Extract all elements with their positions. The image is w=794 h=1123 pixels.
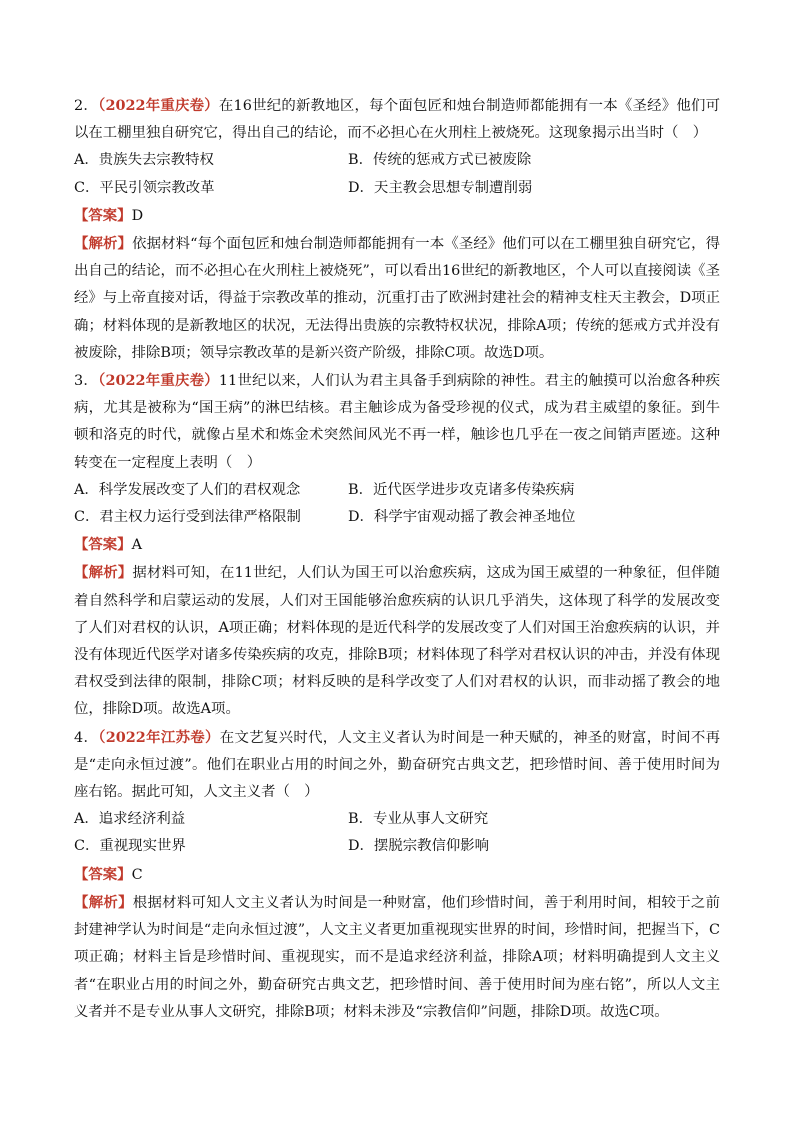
- analysis: [74, 559, 720, 723]
- question-text: 在文艺复兴时代，人文主义者认为时间是一种天赋的，神圣的财富，时间不再是“走向永恒过渡”。他们在职业占用的时间之外，勤奋研究古典文艺，把珍惜时间、善于使用时间为座右铭。据此可知，人文主义者（ ）: [74, 729, 720, 801]
- analysis-text: 根据材料可知人文主义者认为时间是一种财富，他们珍惜时间，善于利用时间，相较于之前封建神学认为时间是“走向永恒过渡”，人文主义者更加重视现实世界的时间，珍惜时间，把握当下，C项正确；材料主旨是珍惜时间、重视现实，而不是追求经济利益，排除A项；材料明确提到人文主义者“在职业占用的时间之外，勤奋研究古典文艺，把珍惜时间、善于使用时间为座右铭”，所以人文主义者并不是专业从事人文研究，排除B项；材料未涉及“宗教信仰”问题，排除D项。故选C项。: [74, 894, 720, 1020]
- analysis: [74, 889, 720, 1026]
- option-a: A．贵族失去宗教特权: [74, 152, 214, 169]
- answer-line: [74, 861, 720, 889]
- answer-line: [74, 202, 720, 230]
- option-c: C．重视现实世界: [74, 838, 186, 855]
- question-source: （2022年重庆卷）: [98, 372, 219, 390]
- option-d: D．科学宇宙观动摇了教会神圣地位: [348, 509, 576, 526]
- analysis-text: 依据材料“每个面包匠和烛台制造师都能拥有一本《圣经》他们可以在工棚里独自研究它，得出自己的结论，而不必担心在火刑柱上被烧死”，可以看出16世纪的新教地区，个人可以直接阅读《圣经》与上帝直接对话，得益于宗教改革的推动，沉重打击了欧洲封建社会的精神支柱天主教会，D项正确；材料体现的是新教地区的状况，无法得出贵族的宗教特权状况，排除A项；传统的惩戒方式并没有被废除，排除B项；领导宗教改革的是新兴资产阶级，排除C项。故选D项。: [74, 236, 720, 361]
- answer-tag: 【答案】: [74, 536, 132, 554]
- answer-value: A: [131, 537, 142, 554]
- question-text: 在16世纪的新教地区，每个面包匠和烛台制造师都能拥有一本《圣经》他们可以在工棚里独自研究它，得出自己的结论，而不必担心在火刑柱上被烧死。这现象揭示出当时（ ）: [74, 98, 720, 142]
- question-number: 3．: [74, 373, 99, 390]
- analysis-text: 据材料可知，在11世纪，人们认为国王可以治愈疾病，这成为国王威望的一种象征，但伴随着自然科学和启蒙运动的发展，人们对王国能够治愈疾病的认识几乎消失，这体现了科学的发展改变了人们对君权的认识，A项正确；材料体现的是近代科学的发展改变了人们对国王治愈疾病的认识，并没有体现近代医学对诸多传染疾病的攻克，排除B项；材料体现了科学对君权认识的冲击，并没有体现君权受到法律的限制，排除C项；材料反映的是科学改变了人们对君权的认识，而非动摇了教会的地位，排除D项。故选A项。: [74, 565, 720, 718]
- question-source: （2022年重庆卷）: [98, 97, 219, 114]
- question-text: 11世纪以来，人们认为君主具备手到病除的神性。君主的触摸可以治愈各种疾病，尤其是被称为“国王病”的淋巴结核。君主触诊成为备受珍视的仪式，成为君主威望的象征。到牛顿和洛克的时代，就像占星术和炼金术突然间风光不再一样，触诊也几乎在一夜之间销声匿迹。这种转变在一定程度上表明（ ）: [74, 373, 720, 471]
- options: [74, 477, 720, 531]
- options: [74, 147, 720, 201]
- option-c: C．君主权力运行受到法律严格限制: [74, 509, 301, 526]
- exam-page: [74, 92, 720, 1026]
- question-stem: [74, 367, 720, 477]
- options: [74, 806, 720, 860]
- question-4: [74, 724, 720, 1026]
- option-b: B．近代医学进步攻克诸多传染疾病: [348, 481, 575, 498]
- question-2: [74, 92, 720, 367]
- answer-value: C: [131, 866, 143, 883]
- answer-line: [74, 531, 720, 559]
- option-a: A．科学发展改变了人们的君权观念: [74, 481, 301, 498]
- answer-tag: 【答案】: [74, 206, 132, 224]
- question-stem: [74, 92, 720, 147]
- option-a: A．追求经济利益: [74, 811, 186, 828]
- option-d: D．摆脱宗教信仰影响: [348, 838, 490, 855]
- analysis-tag: 【解析】: [74, 893, 133, 911]
- question-stem: [74, 724, 720, 807]
- question-source: （2022年江苏卷）: [98, 728, 220, 746]
- option-d: D．天主教会思想专制遭削弱: [348, 179, 533, 196]
- option-c: C．平民引领宗教改革: [74, 179, 215, 196]
- analysis-tag: 【解析】: [74, 235, 133, 253]
- question-number: 4．: [74, 729, 99, 746]
- analysis-tag: 【解析】: [74, 564, 133, 582]
- answer-value: D: [131, 207, 144, 224]
- option-b: B．专业从事人文研究: [348, 811, 489, 828]
- answer-tag: 【答案】: [74, 865, 132, 883]
- question-number: 2．: [74, 98, 99, 114]
- question-3: [74, 367, 720, 724]
- option-b: B．传统的惩戒方式已被废除: [348, 152, 532, 169]
- analysis: [74, 230, 720, 367]
